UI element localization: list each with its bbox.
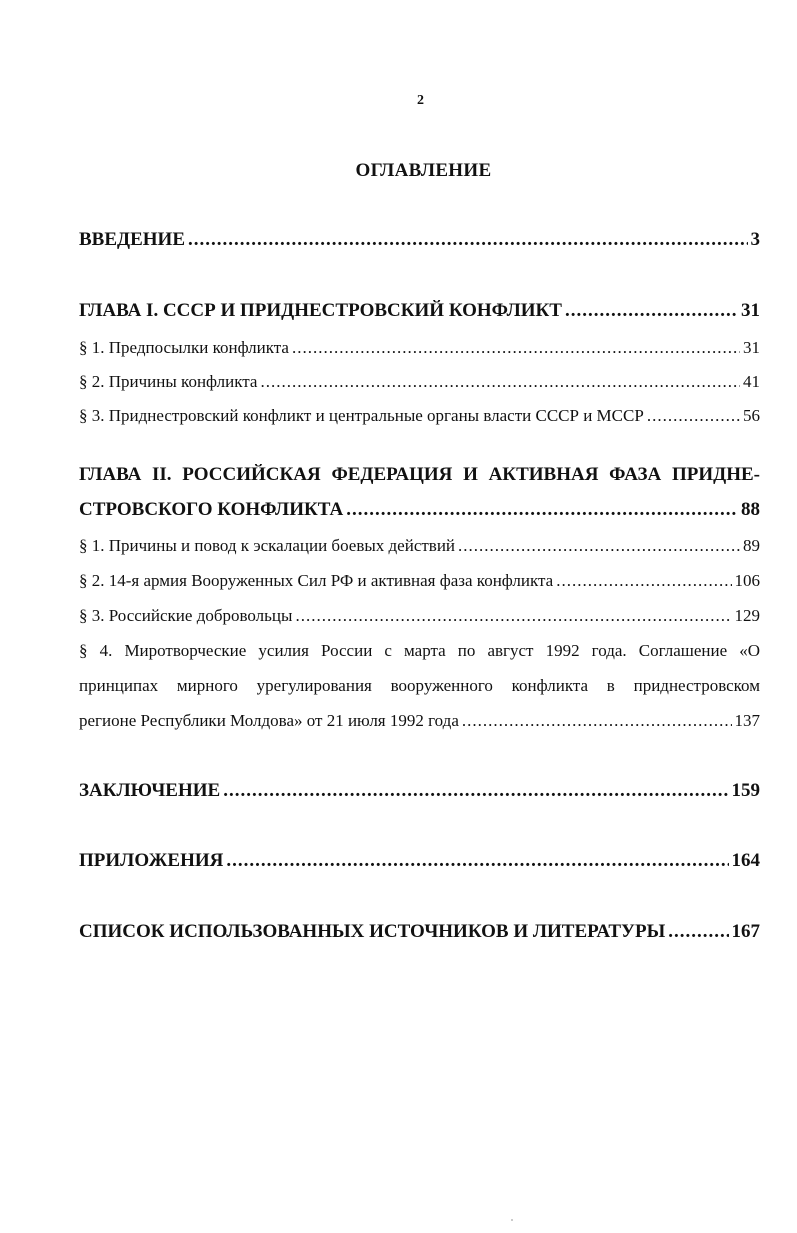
toc-entry-title: СПИСОК ИСПОЛЬЗОВАННЫХ ИСТОЧНИКОВ И ЛИТЕРАТУРЫ — [79, 921, 666, 942]
toc-entry-appendix[interactable] — [79, 850, 760, 872]
toc-entry-title: ПРИЛОЖЕНИЯ — [79, 850, 224, 871]
toc-entry-title: ГЛАВА I. СССР И ПРИДНЕСТРОВСКИЙ КОНФЛИКТ — [79, 300, 562, 321]
toc-entry-ch1-section-1[interactable] — [79, 338, 760, 358]
toc-entry-page: 106 — [734, 571, 760, 590]
toc-entry-ch2-section-3[interactable] — [79, 606, 760, 626]
toc-entry-title: § 1. Причины и повод к эскалации боевых действий — [79, 536, 456, 555]
toc-entry-page: 89 — [743, 536, 760, 555]
toc-entry-title: принципах мирного урегулирования вооруженного конфликта в приднестровском — [79, 676, 760, 695]
toc-entry-page: 88 — [741, 499, 760, 520]
toc-entry-ch2-section-4[interactable] — [79, 711, 760, 731]
toc-entry-chapter-2[interactable] — [79, 499, 760, 521]
toc-entry-title: § 4. Миротворческие усилия России с марта по август 1992 года. Соглашение «О — [79, 641, 760, 660]
toc-entry-title: ГЛАВА II. РОССИЙСКАЯ ФЕДЕРАЦИЯ И АКТИВНАЯ ФАЗА ПРИДНЕ- — [79, 464, 760, 485]
toc-entry-chapter-2-line-1[interactable] — [79, 464, 760, 486]
dot-leader — [556, 571, 731, 591]
toc-entry-page: 41 — [743, 372, 760, 391]
toc-entry-page: 167 — [731, 921, 760, 942]
toc-entry-page: 3 — [750, 229, 760, 250]
dot-leader — [647, 406, 740, 426]
toc-entry-page: 137 — [734, 711, 760, 730]
dot-leader — [223, 780, 728, 802]
toc-entry-title: § 2. 14-я армия Вооруженных Сил РФ и активная фаза конфликта — [79, 571, 554, 590]
toc-entry-ch2-section-4-line-1[interactable] — [79, 641, 760, 661]
toc-entry-title: § 2. Причины конфликта — [79, 372, 258, 391]
toc-entry-chapter-1[interactable] — [79, 300, 760, 322]
toc-entry-ch2-section-1[interactable] — [79, 536, 760, 556]
dot-leader — [295, 606, 731, 626]
dot-leader — [668, 921, 728, 943]
toc-entry-ch1-section-2[interactable] — [79, 372, 760, 392]
toc-entry-ch2-section-4-line-2[interactable] — [79, 676, 760, 696]
toc-entry-title: ЗАКЛЮЧЕНИЕ — [79, 780, 221, 801]
toc-entry-title: § 3. Приднестровский конфликт и центральные органы власти СССР и МССР — [79, 406, 644, 425]
dot-leader — [346, 499, 738, 521]
toc-title: ОГЛАВЛЕНИЕ — [355, 160, 492, 181]
toc-entry-title: регионе Республики Молдова» от 21 июля 1992 года — [79, 711, 459, 730]
toc-entry-title: § 1. Предпосылки конфликта — [79, 338, 289, 357]
dot-leader — [565, 300, 738, 322]
toc-entry-page: 31 — [741, 300, 760, 321]
page-number: 2 — [417, 93, 424, 108]
dot-leader — [462, 711, 732, 731]
toc-entry-page: 31 — [743, 338, 760, 357]
dot-leader — [292, 338, 740, 358]
dot-leader — [260, 372, 740, 392]
toc-entry-page: 129 — [734, 606, 760, 625]
dot-leader — [188, 229, 748, 251]
toc-entry-intro[interactable] — [79, 229, 760, 251]
toc-entry-sources[interactable] — [79, 921, 760, 943]
dot-leader — [226, 850, 728, 872]
toc-entry-title: ВВЕДЕНИЕ — [79, 229, 185, 250]
toc-entry-page: 164 — [731, 850, 760, 871]
scan-speck — [511, 1219, 513, 1221]
dot-leader — [458, 536, 740, 556]
toc-entry-title: СТРОВСКОГО КОНФЛИКТА — [79, 499, 344, 520]
toc-entry-page: 56 — [743, 406, 760, 425]
toc-entry-title: § 3. Российские добровольцы — [79, 606, 293, 625]
toc-entry-page: 159 — [731, 780, 760, 801]
toc-entry-conclusion[interactable] — [79, 780, 760, 802]
toc-entry-ch2-section-2[interactable] — [79, 571, 760, 591]
toc-entry-ch1-section-3[interactable] — [79, 406, 760, 426]
